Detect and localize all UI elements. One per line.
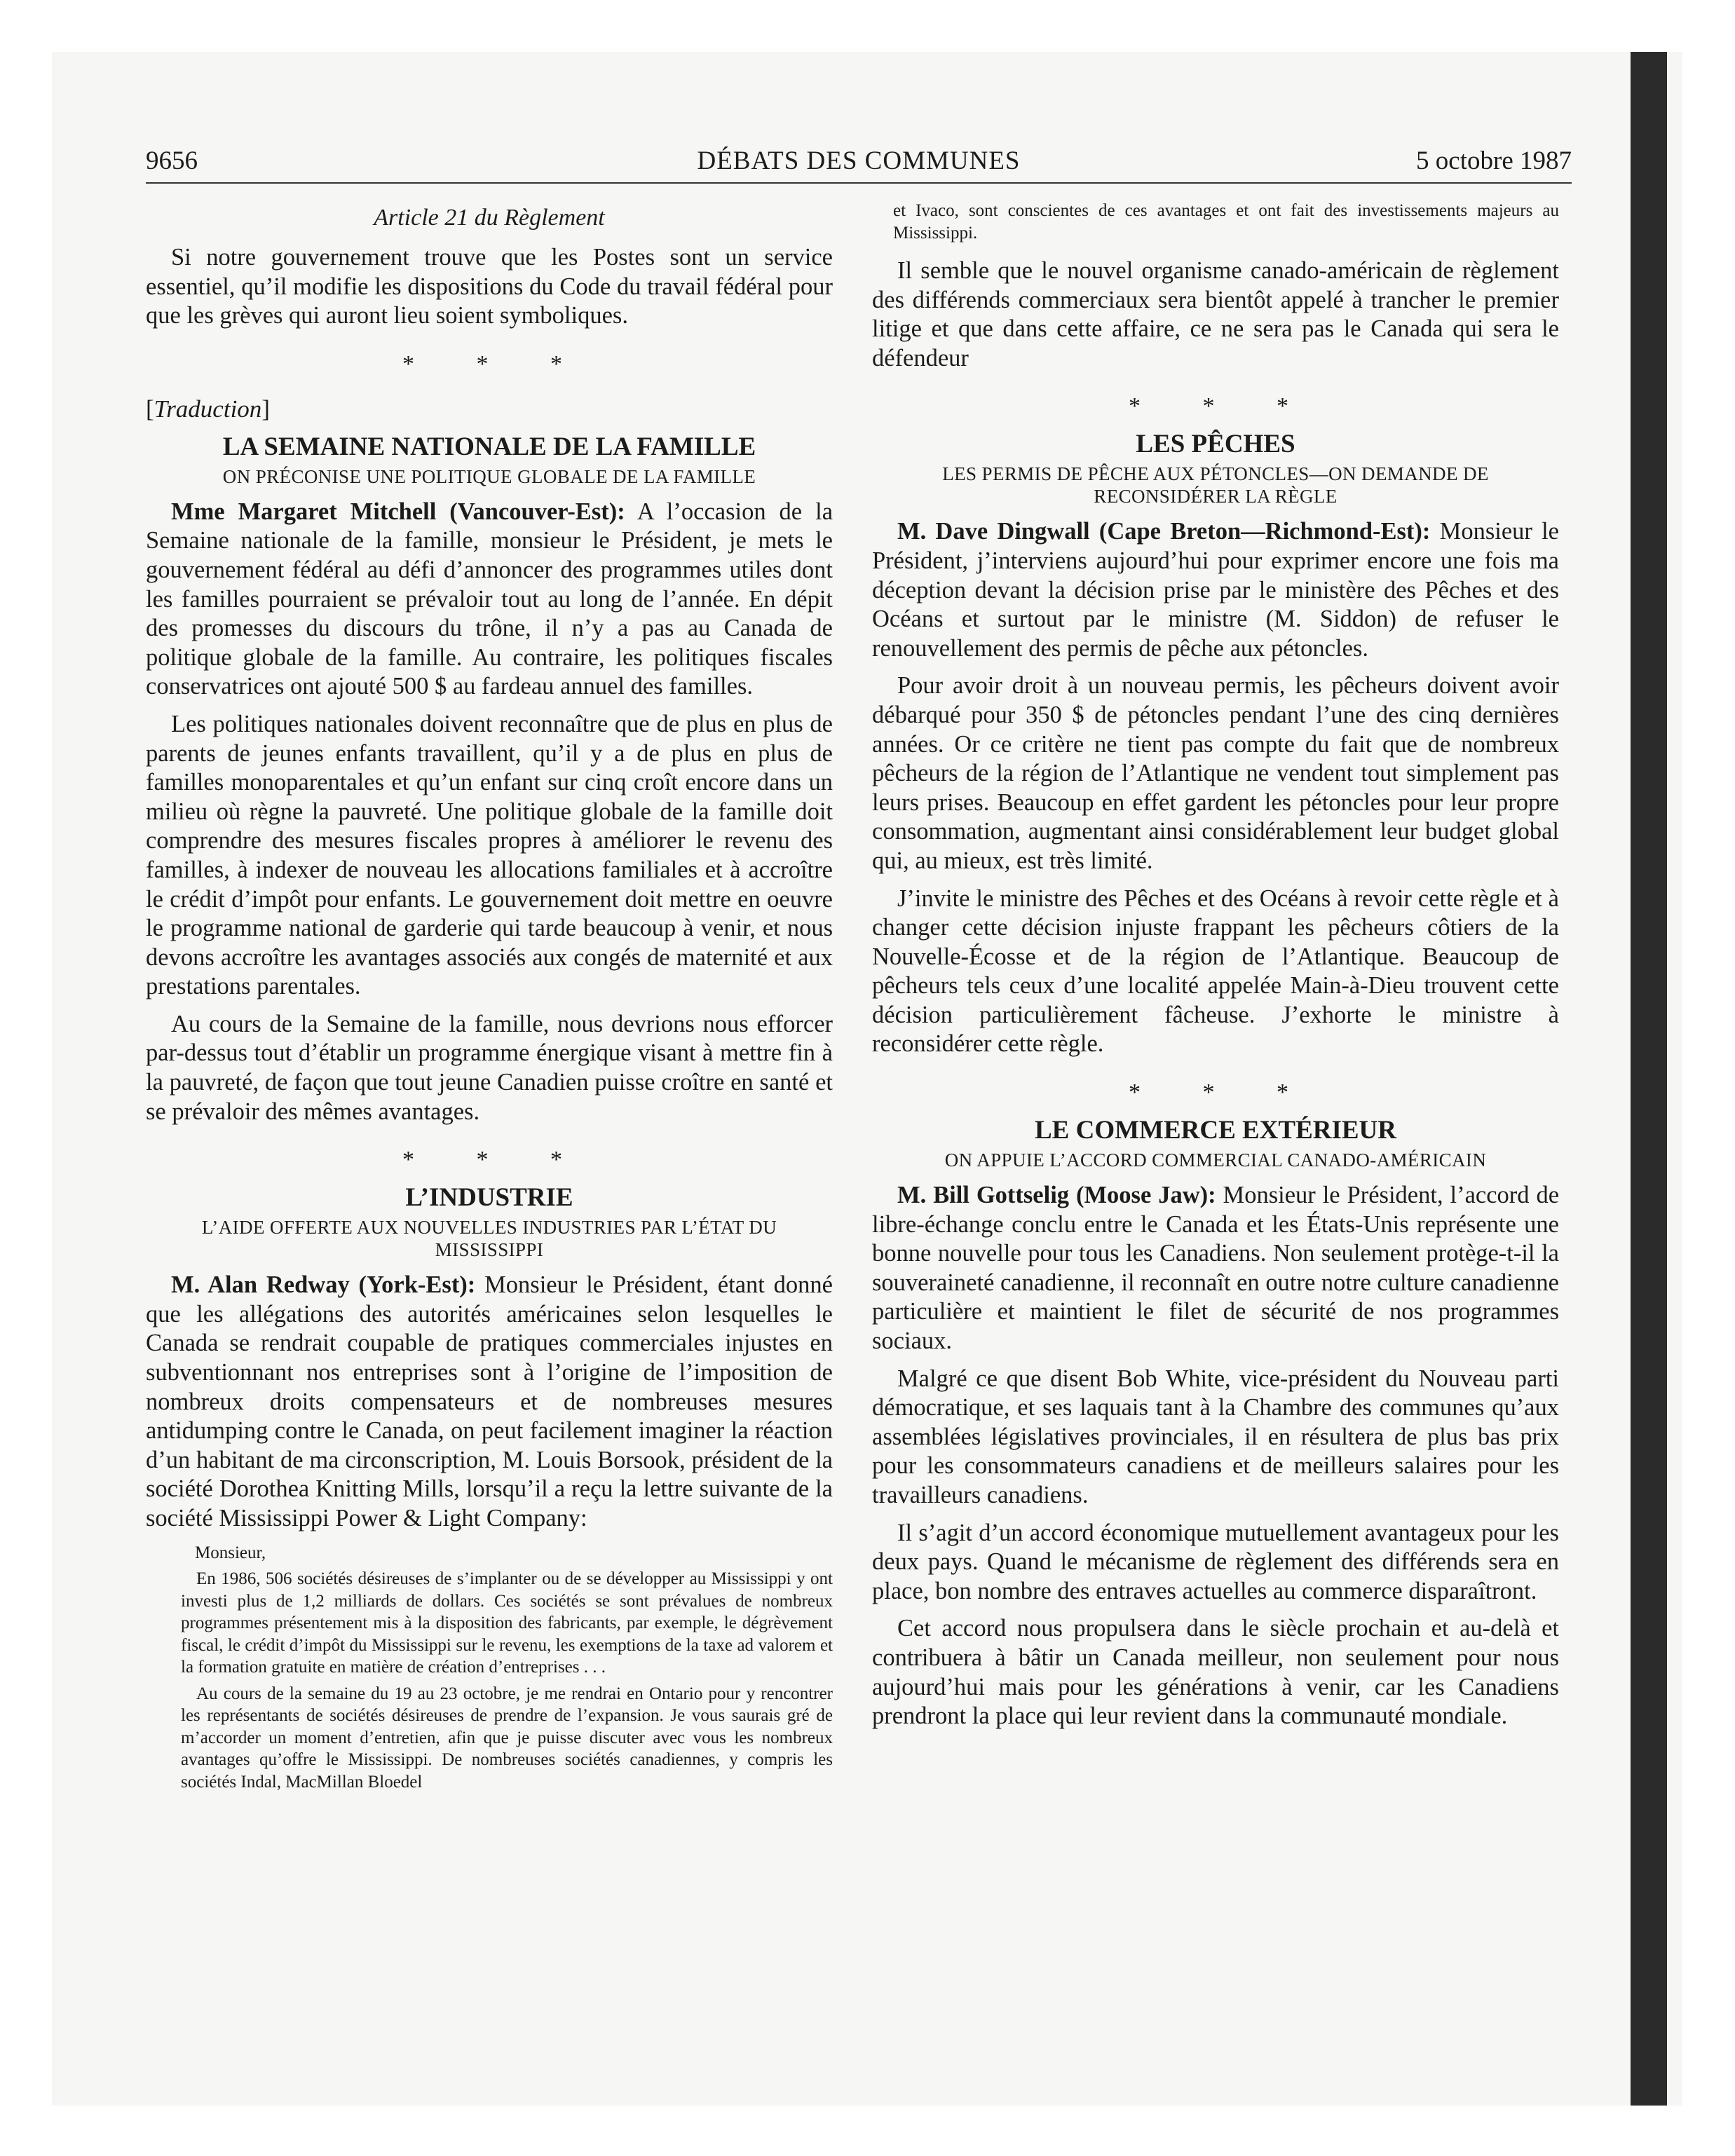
- article-subtitle: ON PRÉCONISE UNE POLITIQUE GLOBALE DE LA FAMILLE: [222, 465, 756, 487]
- paragraph: [146, 498, 833, 702]
- letter-salutation: Monsieur,: [195, 1543, 266, 1562]
- speaker-name: Mme Margaret Mitchell (Vancouver-Est):: [171, 498, 625, 525]
- paragraph-text: Monsieur le Président, j’interviens aujourd’hui pour exprimer encore une fois ma déception devant la décision prise par le ministère des Pêches et des Océans et surtout par le ministre (M. Siddon) de refuser le renouvellement des permis de pêche aux pétoncles.: [872, 518, 1559, 662]
- section-separator: * * *: [402, 1147, 590, 1173]
- publication-date: 5 octobre 1987: [1416, 146, 1572, 175]
- paragraph: [146, 1271, 833, 1533]
- letter-paragraph: Au cours de la semaine du 19 au 23 octobre, je me rendrai en Ontario pour y rencontrer les représentants de sociétés désireuses de prendre de l’expansion. Je vous saurais gré de m’accorder un moment d’entretien, afin que je puisse discuter avec vous les nombreux avantages qu’offre le Mississippi. De nombreuses sociétés canadiennes, y compris les sociétés Indal, MacMillan Bloedel: [181, 1684, 833, 1792]
- section-separator: * * *: [1129, 1079, 1316, 1106]
- scan-edge-shadow: [1631, 52, 1667, 2106]
- paragraph: Il semble que le nouvel organisme canado-américain de règlement des différends commerciaux sera bientôt appelé à trancher le premier litige et que dans cette affaire, ce ne sera pas le Canada qui sera le défendeur: [872, 257, 1559, 371]
- section-separator: * * *: [402, 350, 590, 377]
- article-title: LES PÊCHES: [1136, 430, 1295, 459]
- article-subtitle: L’AIDE OFFERTE AUX NOUVELLES INDUSTRIES PAR L’ÉTAT DU MISSISSIPPI: [201, 1217, 777, 1261]
- page-header: [146, 146, 1572, 184]
- speaker-name: M. Dave Dingwall (Cape Breton—Richmond-Est):: [897, 518, 1431, 545]
- paragraph-text: Monsieur le Président, l’accord de libre-échange conclu entre le Canada et les États-Unis représente une bonne nouvelle pour tous les Canadiens. Non seulement protège-t-il la souveraineté canadienne, il reconnaît en outre notre culture canadienne particulière et maintient le filet de sécurité de nos programmes sociaux.: [872, 1182, 1560, 1355]
- paragraph: [872, 1181, 1559, 1356]
- page-number: 9656: [146, 146, 198, 175]
- section-heading: Article 21 du Règlement: [374, 205, 605, 231]
- paragraph: Les politiques nationales doivent reconnaître que de plus en plus de parents de jeunes enfants travaillent, qu’il y a de plus en plus de familles monoparentales et qu’un enfant sur cinq croît encore dans un milieu où règne la pauvreté. Une politique globale de la famille doit comprendre des mesures fiscales propres à améliorer le revenu des familles, à indexer de nouveau les allocations familiales et à accroître le crédit d’impôt pour enfants. Le gouvernement doit mettre en oeuvre le programme national de garderie qui tarde beaucoup à venir, et nous devons accroître les avantages associés aux congés de maternité et aux prestations parentales.: [146, 710, 833, 1000]
- paragraph: Au cours de la Semaine de la famille, nous devrions nous efforcer par-dessus tout d’établir un programme énergique visant à mettre fin à la pauvreté, de façon que tout jeune Canadien puisse croître en santé et se prévaloir des mêmes avantages.: [146, 1010, 833, 1125]
- paragraph: Si notre gouvernement trouve que les Postes sont un service essentiel, qu’il modifie les dispositions du Code du travail fédéral pour que les grèves qui auront lieu soient symboliques.: [146, 244, 833, 329]
- letter-paragraph: En 1986, 506 sociétés désireuses de s’implanter ou de se développer au Mississippi y ont investi plus de 1,2 milliards de dollars. Ces sociétés se sont prévalues de nombreux programmes présentement mis à la disposition des fabricants, par exemple, le dégrèvement fiscal, le crédit d’impôt du Mississippi sur le revenu, les exemptions de la taxe ad valorem et la formation gratuite en matière de création d’entreprises . . .: [181, 1569, 833, 1677]
- paragraph: J’invite le ministre des Pêches et des Océans à revoir cette règle et à changer cette décision injuste frappant les pêcheurs côtiers de la Nouvelle-Écosse et de la région de l’Atlantique. Beaucoup de pêcheurs tels ceux d’une localité appelée Main-à-Dieu trouvent cette décision particulièrement fâcheuse. J’exhorte le ministre à reconsidérer cette règle.: [872, 885, 1559, 1058]
- paragraph-text: A l’occasion de la Semaine nationale de la famille, monsieur le Président, je mets le gouvernement fédéral au défi d’annoncer des programmes utiles dont les familles pourraient se prévaloir tout au long de l’année. En dépit des promesses du discours du trône, il n’y a pas au Canada de politique globale de la famille. Au contraire, les politiques fiscales conservatrices ont ajouté 500 $ au fardeau annuel des familles.: [146, 498, 834, 700]
- translation-label: Traduction: [154, 395, 262, 423]
- left-column: [146, 200, 833, 1797]
- paragraph: Malgré ce que disent Bob White, vice-président du Nouveau parti démocratique, et ses laquais tant à la Chambre des communes qu’aux assemblées législatives provinciales, il en résultera de plus bas prix pour les consommateurs canadiens et de meilleurs salaires pour les travailleurs canadiens.: [872, 1365, 1559, 1508]
- speaker-name: M. Alan Redway (York-Est):: [171, 1271, 476, 1299]
- article-subtitle: ON APPUIE L’ACCORD COMMERCIAL CANADO-AMÉRICAIN: [944, 1149, 1487, 1171]
- publication-title: DÉBATS DES COMMUNES: [697, 146, 1021, 175]
- section-separator: * * *: [1129, 393, 1316, 420]
- article-subtitle: LES PERMIS DE PÊCHE AUX PÉTONCLES—ON DEMANDE DE RECONSIDÉRER LA RÈGLE: [942, 463, 1489, 507]
- letter-continuation: et Ivaco, sont conscientes de ces avantages et ont fait des investissements majeurs au Mississippi.: [893, 201, 1559, 243]
- article-title: LA SEMAINE NATIONALE DE LA FAMILLE: [222, 432, 756, 461]
- paragraph: Il s’agit d’un accord économique mutuellement avantageux pour les deux pays. Quand le mécanisme de règlement des différends sera en place, bon nombre des entraves actuelles au commerce disparaîtront.: [872, 1519, 1559, 1604]
- paragraph: [872, 517, 1559, 663]
- article-title: LE COMMERCE EXTÉRIEUR: [1035, 1116, 1396, 1145]
- paragraph: Cet accord nous propulsera dans le siècle prochain et au-delà et contribuera à bâtir un Canada meilleur, non seulement pour nous aujourd’hui mais pour les générations à venir, car les Canadiens prendront la place qui leur revient dans la communauté mondiale.: [872, 1615, 1559, 1730]
- article-title: L’INDUSTRIE: [405, 1183, 573, 1213]
- speaker-name: M. Bill Gottselig (Moose Jaw):: [897, 1182, 1216, 1209]
- paragraph-text: Monsieur le Président, étant donné que les allégations des autorités américaines selon lesquelles le Canada se rendrait coupable de pratiques commerciales injustes en subventionnant nos entreprises sont à l’origine de l’imposition de nombreux droits compensateurs et de nombreuses mesures antidumping contre le Canada, on peut facilement imaginer la réaction d’un habitant de ma circonscription, M. Louis Borsook, président de la société Dorothea Knitting Mills, lorsqu’il a reçu la lettre suivante de la société Mississippi Power & Light Company:: [146, 1271, 833, 1531]
- translation-note: [Traduction]: [146, 395, 270, 423]
- paragraph: Pour avoir droit à un nouveau permis, les pêcheurs doivent avoir débarqué pour 350 $ de pétoncles pendant l’une des cinq dernières années. Or ce critère ne tient pas compte du fait que de nombreux pêcheurs de la région de l’Atlantique ne vendent tout simplement pas leurs prises. Beaucoup en effet gardent les pétoncles pour leur propre consommation, augmentant ainsi considérablement leur budget global qui, au mieux, est très limité.: [872, 672, 1559, 874]
- right-column: [872, 200, 1559, 1740]
